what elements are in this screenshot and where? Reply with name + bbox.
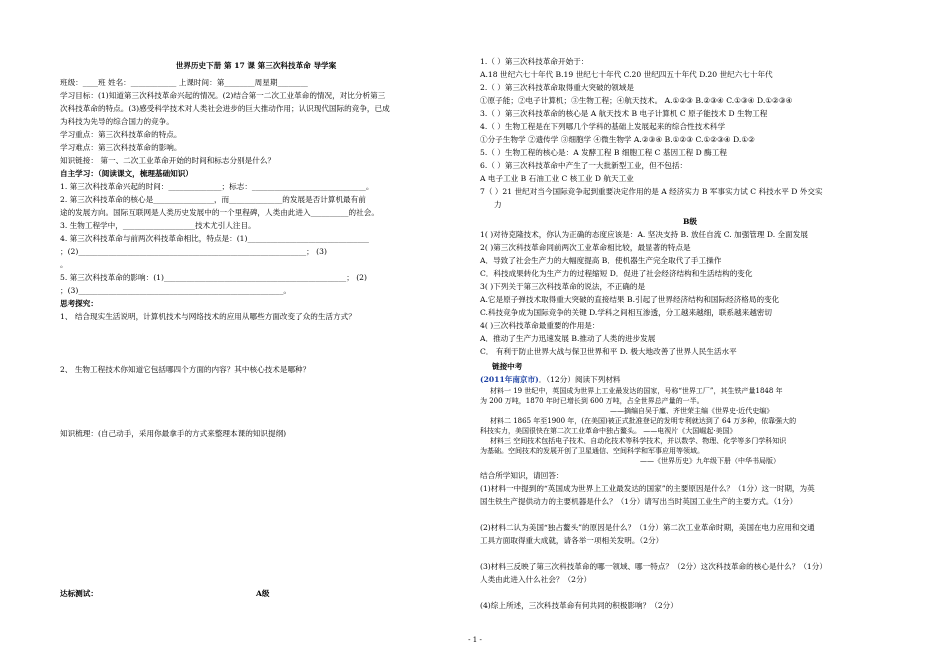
mc-question-7: 7（ ）21 世纪对当今国际竞争起到重要决定作用的是 A 经济实力 B 军事实力试 C 科技水平 D 外交实 <box>480 187 823 196</box>
mc-question-2-options: ①原子能；②电子计算机；③生物工程；④航天技术。 A.①②③ B.②③④ C.①③④ D.①②③④ <box>480 96 793 105</box>
answer-question-3-line-2: 人类由此进入什么社会？（2分） <box>480 575 592 584</box>
material-1-line-1: 材料一 19 世纪中，英国成为世界上工业最发达的国家，号称“世界工厂”，其生铁产量1848 年 <box>490 387 783 395</box>
key-point: 学习重点：第三次科技革命的特点。 <box>60 130 182 139</box>
level-a-heading: A级 <box>256 589 270 598</box>
test-heading: 达标测试： <box>60 589 98 598</box>
page-number: - 1 - <box>468 636 482 644</box>
answer-prompt: 结合所学知识，请回答： <box>480 471 564 480</box>
answer-question-3-line-1: (3)材料三反映了第三次科技革命的哪一领域、哪一特点？（2分）这次科技革命的核心是什么？（1分） <box>480 562 827 571</box>
mc-question-1-options: A.18 世纪六七十年代 B.19 世纪七十年代 C.20 世纪四五十年代 D.20 世纪六七十年代 <box>480 70 773 79</box>
b-question-1: 1( )对待克隆技术，你认为正确的态度应该是：A. 坚决支持 B. 放任自流 C. 加强管理 D. 全面发展 <box>480 230 808 239</box>
exam-source-tag: (2011年南京市) <box>480 375 539 384</box>
b-question-4-options-cd: C． 有利于防止世界大战与保卫世界和平 D. 极大地改善了世界人民生活水平 <box>480 347 737 356</box>
question-2-line-2: 途的发展方向。国际互联网是人类历史发展中的一个里程碑，人类由此进入__________的社会。 <box>60 208 379 217</box>
exam-question <box>480 374 621 387</box>
material-3-line-2: 为基础。空间技术的发展开创了卫星通信、空间科学和军事应用等领域。 <box>480 447 704 455</box>
mc-question-1: 1.（ ）第三次科技革命开始于： <box>480 57 589 66</box>
learning-goal-line-3: 为科技为先导的综合国力的竞争。 <box>60 117 174 126</box>
material-3-line-1: 材料三 空间技术包括电子技术、自动化技术等科学技术，并以数学、物理、化学等多门学科知识 <box>490 437 787 445</box>
b-question-4-options-ab: A．推动了生产力迅速发展 B.推动了人类的进步发展 <box>480 334 656 343</box>
mc-question-7-wrap: 力 <box>494 200 502 209</box>
think-question-1: 1、 结合现实生活说明，计算机技术与网络技术的应用从哪些方面改变了众的生活方式？ <box>60 312 356 321</box>
class-name-line: 班级：____班 姓名：____________ 上课时间：第________周星期________ <box>60 78 308 87</box>
exam-link-heading: 链接中考 <box>492 362 523 371</box>
answer-question-1-line-1: (1)材料一中提到的“英国成为世界上工业最发达的国家”的主要原因是什么？（1分）这一时期，为英 <box>480 484 815 493</box>
question-5-line-1: 5. 第三次科技革命的影响：(1)________________________________________________； (2) <box>60 273 367 282</box>
b-question-4: 4( )三次科技革命最重要的作用是： <box>480 321 600 330</box>
answer-question-4: (4)综上所述，三次科技革命有何共同的积极影响？（2分） <box>480 601 678 610</box>
b-question-2-options-cd: C．科技成果转化为生产力的过程缩短 D．促进了社会经济结构和生活结构的变化 <box>480 269 753 278</box>
inquiry-heading: 思考探究： <box>60 299 98 308</box>
self-study-heading: 自主学习：（阅读课文，梳理基础知识） <box>60 169 193 178</box>
b-question-3: 3( )下列关于第三次科技革命的说法，不正确的是 <box>480 282 646 291</box>
mc-question-4-options: ①分子生物学 ②遗传学 ③细胞学 ④微生物学 A.②③④ B.①②③ C.①②③④ D.①② <box>480 135 755 144</box>
b-question-2: 2( )第三次科技革命同前两次工业革命相比较，最显著的特点是 <box>480 243 691 252</box>
think-question-2: 2、 生物工程技术你知道它包括哪四个方面的内容？其中核心技术是哪种？ <box>60 365 311 374</box>
exam-question-text: ．（12分）阅读下列材料 <box>538 375 621 384</box>
mc-question-5: 5.（ ）生物工程的核心是：A 发酵工程 B 细胞工程 C 基因工程 D 酶工程 <box>480 148 727 157</box>
answer-question-1-line-2: 国生铁生产提供动力的主要机器是什么？（1分）请写出当时英国工业生产的主要方式。（1分） <box>480 497 798 506</box>
material-2-line-2: 科技实力，美国很快在第二次工业革命中独占鳌头。 ——电视片《大国崛起·美国》 <box>480 427 737 435</box>
mc-question-4: 4.（ ）生物工程是在下列哪几个学科的基础上发展起来的综合性技术科学 <box>480 122 726 131</box>
mc-question-6-options: A 电子工业 B 石油工业 C 核工业 D 航天工业 <box>480 174 634 183</box>
material-2-line-1: 材料二 1865 年至1900 年，(在美国)被正式批准登记的发明专利就达到了 64 万多种，依靠强大的 <box>490 417 797 425</box>
question-1: 1. 第三次科技革命兴起的时间：______________；标志：______________________________。 <box>60 182 374 191</box>
material-1-line-2: 为 200 万吨，1870 年时已增长到 600 万吨，占全世界总产量的一半。 <box>480 397 704 405</box>
answer-question-2-line-1: (2)材料二认为美国“独占鳌头”的原因是什么？（1分）第二次工业革命时期，美国在电力应用和交通 <box>480 523 815 532</box>
question-2-line-1: 2. 第三次科技革命的核心是________________，而______________的发展是否计算机最有前 <box>60 195 366 204</box>
question-4-line-3: 。 <box>60 260 68 269</box>
worksheet-title: 世界历史下册 第 17 课 第三次科技革命 导学案 <box>175 61 337 70</box>
answer-question-2-line-2: 工具方面取得重大成就，请各举一项相关发明。（2分） <box>480 536 664 545</box>
mc-question-2: 2.（ ）第三次科技革命取得重大突破的领域是 <box>480 83 634 92</box>
b-question-3-options-cd: C.科技竞争成为国际竞争的关键 D.学科之间相互渗透，分工越来越细，联系越来越密切 <box>480 308 772 317</box>
question-3: 3. 生物工程学中，___________________技术尤引人注目。 <box>60 221 256 230</box>
b-question-3-options-ab: A.它是原子弹技术取得重大突破的直接结果 B.引起了世界经济结构和国际经济格局的变化 <box>480 295 780 304</box>
question-4-line-2: ；(2)____________________________________________________________； (3) <box>60 247 327 256</box>
mc-question-6: 6.（ ）第三次科技革命中产生了一大批新型工业，但不包括： <box>480 161 688 170</box>
material-3-source: ——《世界历史》九年级下册（中华书局版） <box>640 457 780 465</box>
level-b-heading: B级 <box>682 217 697 226</box>
learning-goal-line-1: 学习目标：(1)知道第三次科技革命兴起的情况。(2)结合第一二次工业革命的情况，对比分析第三 <box>60 91 386 100</box>
knowledge-link: 知识链接： 第一、二次工业革命开始的时间和标志分别是什么？ <box>60 156 276 165</box>
question-5-line-2: ；(3)______________________________________________________。 <box>60 286 291 295</box>
knowledge-summary: 知识梳理：(自己动手，采用你最拿手的方式来整理本课的知识提纲) <box>60 429 287 438</box>
b-question-2-options-ab: A．导致了社会生产力的大幅度提高 B．使机器生产完全取代了手工操作 <box>480 256 722 265</box>
difficult-point: 学习难点：第三次科技革命的影响。 <box>60 143 182 152</box>
question-4-line-1: 4. 第三次科技革命与前两次科技革命相比，特点是：(1)________________________________ <box>60 234 369 243</box>
learning-goal-line-2: 次科技革命的特点。(3)感受科学技术对人类社会进步的巨大推动作用；认识现代国际的竞争，已成 <box>60 104 390 113</box>
mc-question-3: 3.（ ）第三次科技革命的核心是 A 航天技术 B 电子计算机 C 原子能技术 D 生物工程 <box>480 109 768 118</box>
material-1-source: ——摘编自吴于廑、齐世荣主编《世界史·近代史编》 <box>610 407 774 415</box>
